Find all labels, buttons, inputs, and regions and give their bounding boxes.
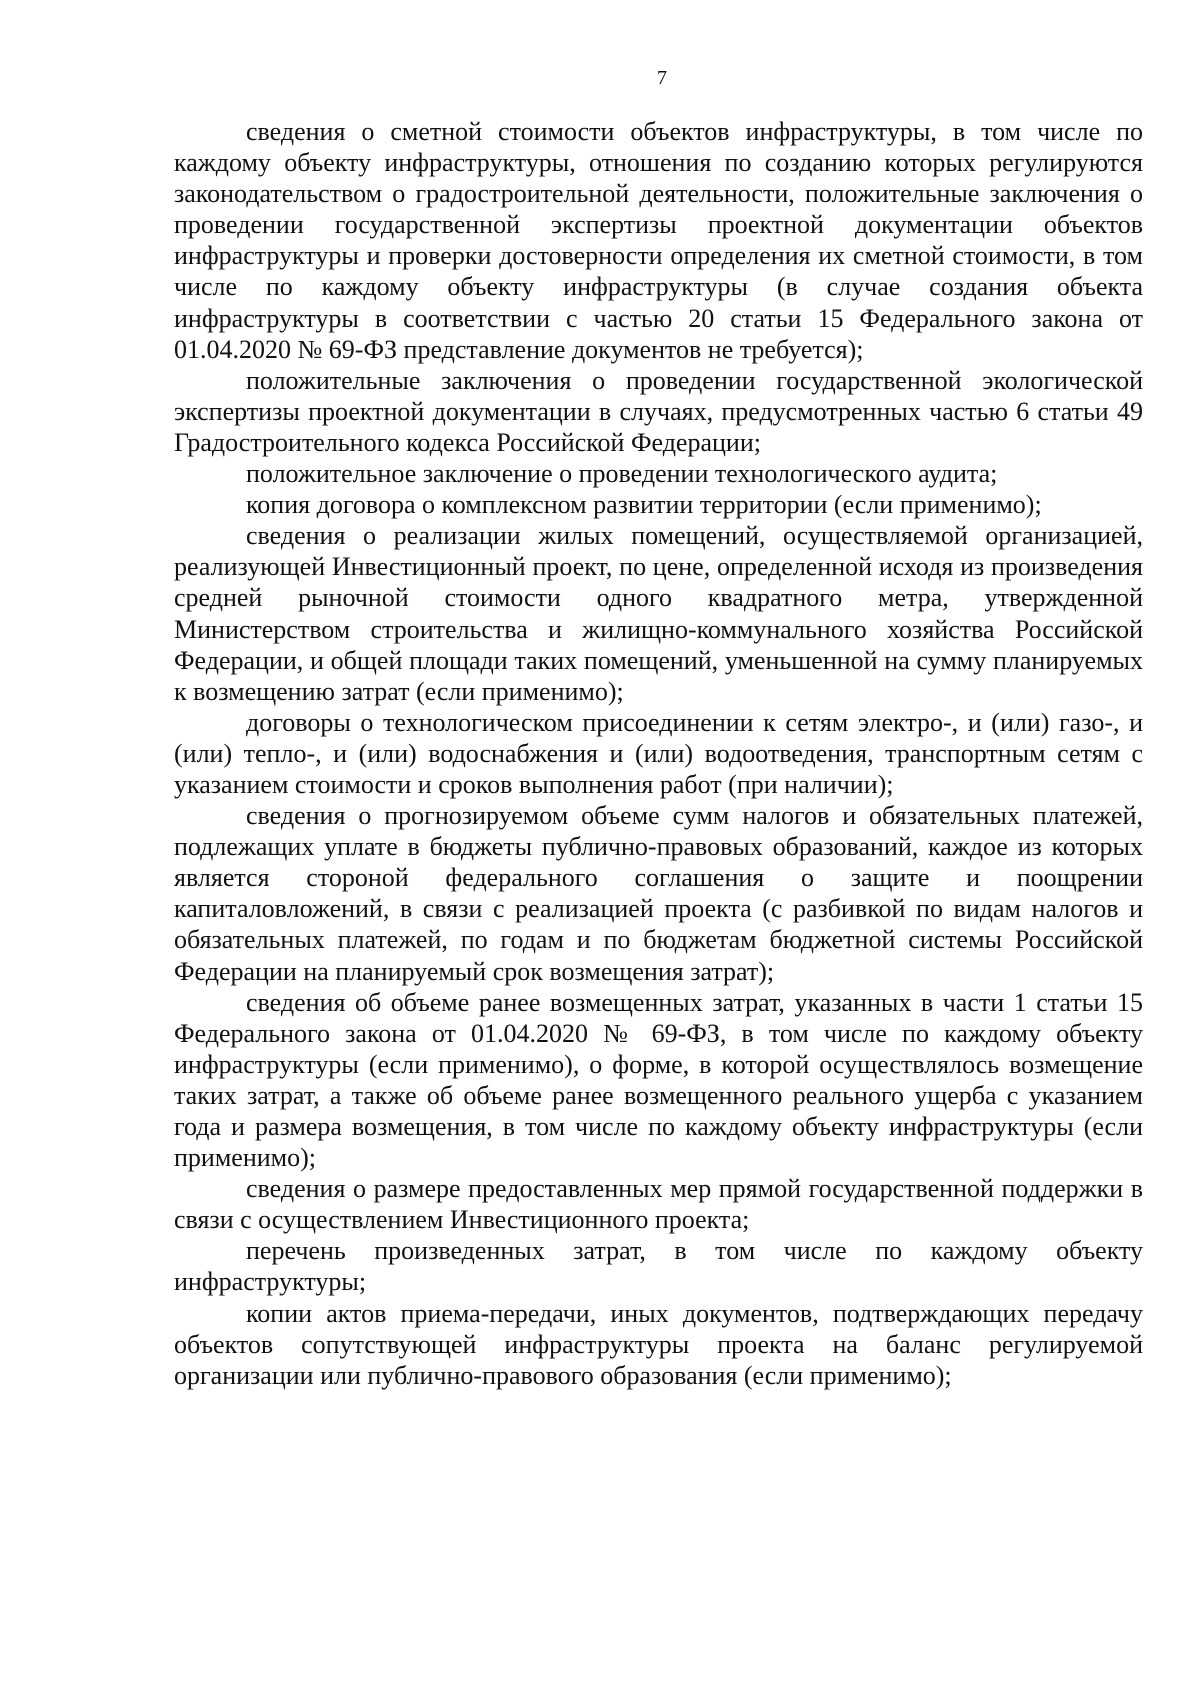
- paragraph: сведения о реализации жилых помещений, осуществляемой организацией, реализующей Инвестиционный проект, по цене, определенной исходя из произведения средней рыночной стоимости одного квадратного метра, утвержденной Министерством строительства и жилищно-коммунального хозяйства Российской Федерации, и общей площади таких помещений, уменьшенной на сумму планируемых к возмещению затрат (если применимо);: [174, 521, 1143, 706]
- paragraph: перечень произведенных затрат, в том числе по каждому объекту инфраструктуры;: [174, 1236, 1143, 1297]
- paragraph: сведения об объеме ранее возмещенных затрат, указанных в части 1 статьи 15 Федерального закона от 01.04.2020 № 69-ФЗ, в том числе по каждому объекту инфраструктуры (если применимо), о форме, в которой осуществлялось возмещение таких затрат, а также об объеме ранее возмещенного реального ущерба с указанием года и размера возмещения, в том числе по каждому объекту инфраструктуры (если применимо);: [174, 987, 1143, 1173]
- paragraph: сведения о сметной стоимости объектов инфраструктуры, в том числе по каждому объекту инфраструктуры, отношения по созданию которых регулируются законодательством о градостроительной деятельности, положительные заключения о проведении государственной экспертизы проектной документации объектов инфраструктуры и проверки достоверности определения их сметной стоимости, в том числе по каждому объекту инфраструктуры (в случае создания объекта инфраструктуры в соответствии с частью 20 статьи 15 Федерального закона от 01.04.2020 № 69-ФЗ представление документов не требуется);: [174, 117, 1143, 364]
- document-body: [174, 116, 1143, 1391]
- paragraph: копия договора о комплексном развитии территории (если применимо);: [246, 490, 1042, 520]
- paragraph: договоры о технологическом присоединении к сетям электро-, и (или) газо-, и (или) тепло-, и (или) водоснабжения и (или) водоотведения, транспортным сетям с указанием стоимости и сроков выполнения работ (при наличии);: [174, 707, 1143, 799]
- paragraph: положительное заключение о проведении технологического аудита;: [246, 459, 998, 489]
- paragraph: сведения о размере предоставленных мер прямой государственной поддержки в связи с осуществлением Инвестиционного проекта;: [174, 1174, 1143, 1235]
- paragraph: положительные заключения о проведении государственной экологической экспертизы проектной документации в случаях, предусмотренных частью 6 статьи 49 Градостроительного кодекса Российской Федерации;: [174, 365, 1143, 457]
- paragraph: сведения о прогнозируемом объеме сумм налогов и обязательных платежей, подлежащих уплате в бюджеты публично-правовых образований, каждое из которых является стороной федерального соглашения о защите и поощрении капиталовложений, в связи с реализацией проекта (с разбивкой по видам налогов и обязательных платежей, по годам и по бюджетам бюджетной системы Российской Федерации на планируемый срок возмещения затрат);: [174, 801, 1143, 986]
- page-number: 7: [657, 67, 667, 89]
- paragraph: копии актов приема-передачи, иных документов, подтверждающих передачу объектов сопутствующей инфраструктуры проекта на баланс регулируемой организации или публично-правового образования (если применимо);: [174, 1298, 1143, 1390]
